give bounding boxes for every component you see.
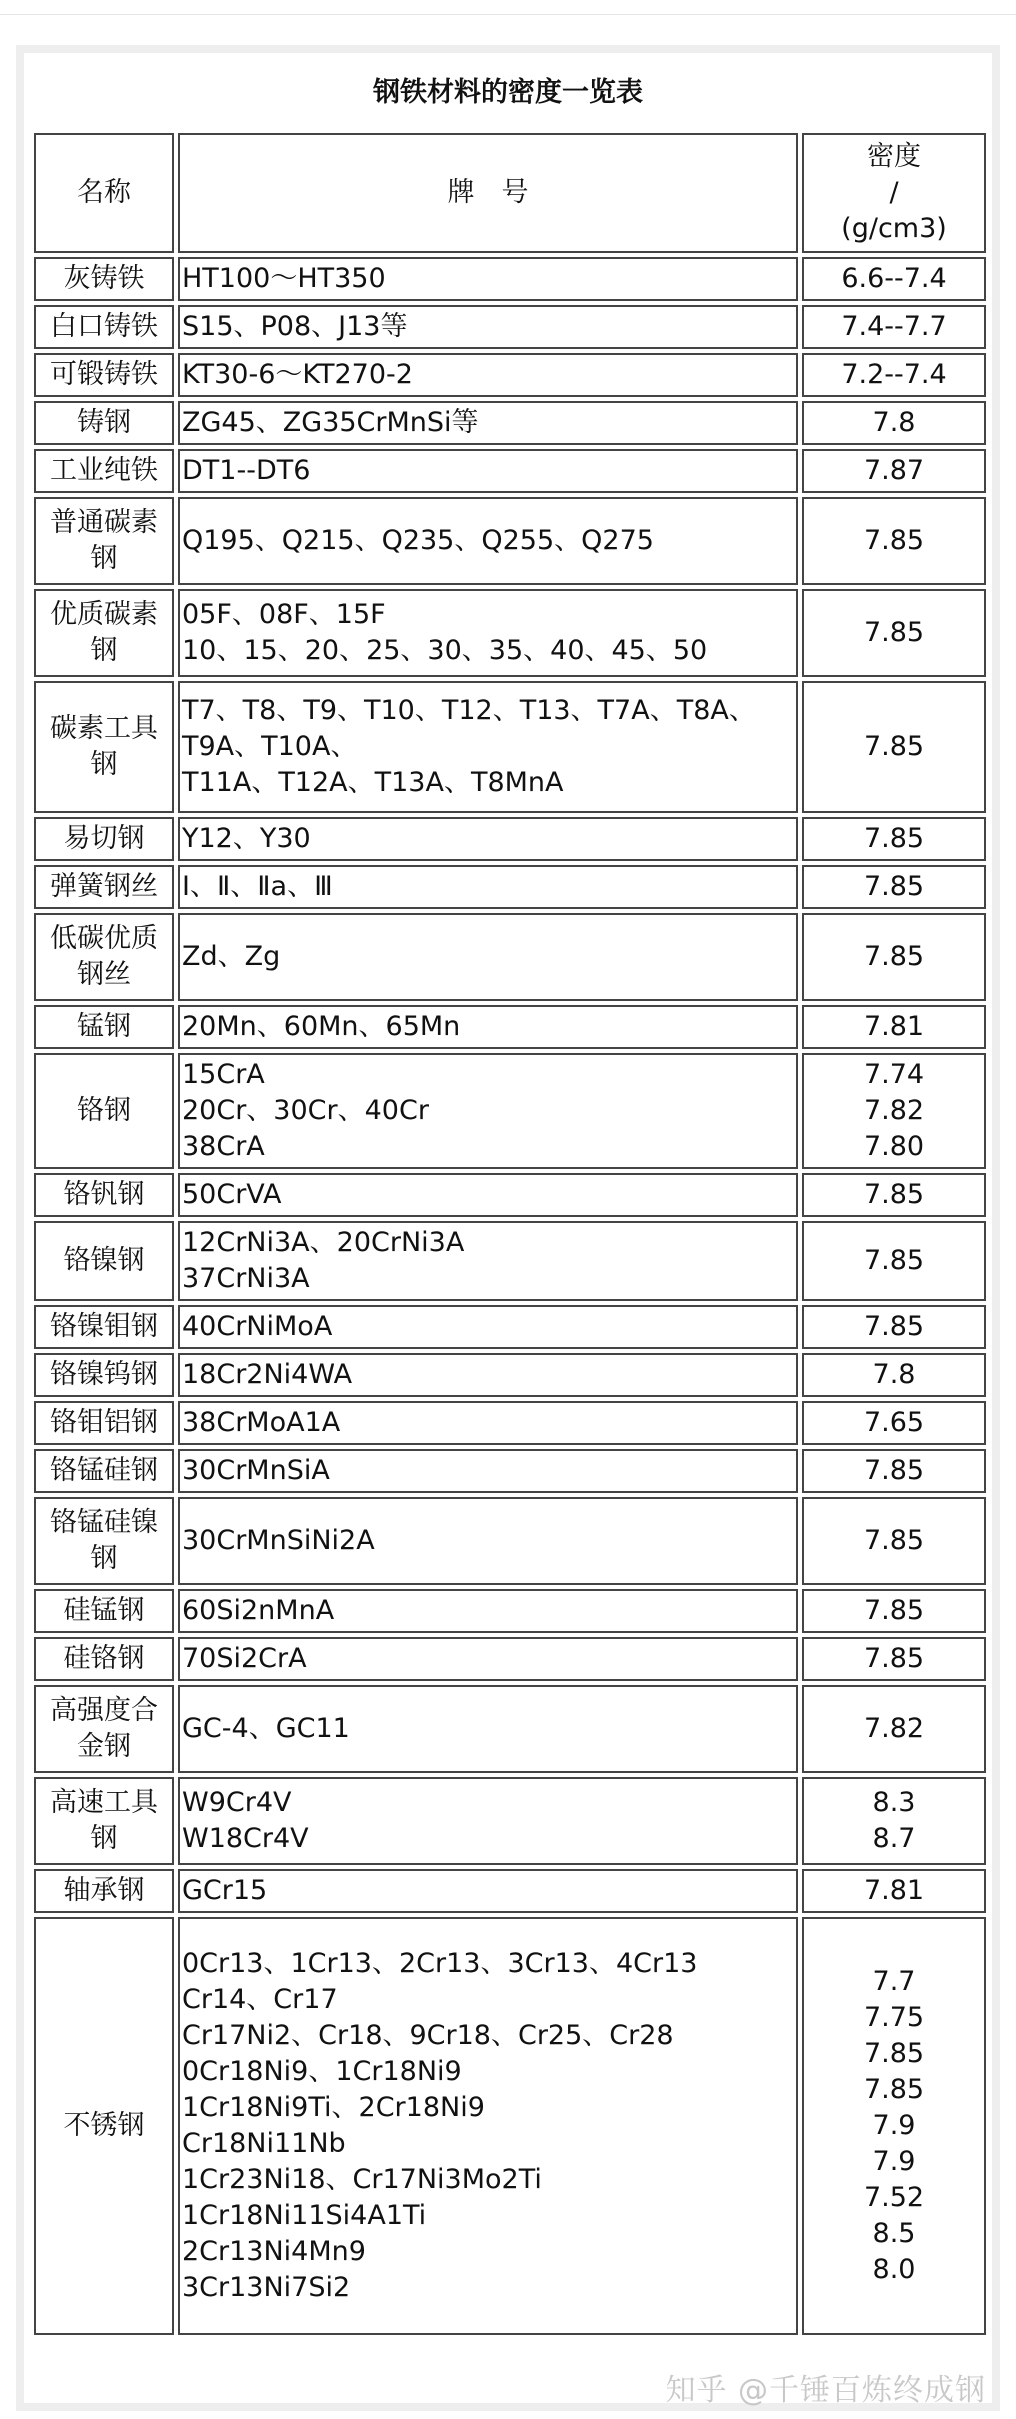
material-density-cell — [802, 305, 986, 349]
material-name-cell — [34, 353, 174, 397]
table-frame — [16, 45, 1000, 2411]
table-row — [34, 913, 986, 1001]
material-density-cell — [802, 1637, 986, 1681]
material-grade: 37CrNi3A — [182, 1263, 310, 1294]
material-name-cell — [34, 257, 174, 301]
material-density: 7.74 — [863, 1059, 925, 1090]
material-grade-cell — [178, 449, 798, 493]
table-row — [34, 1173, 986, 1217]
material-name: 钢 — [90, 543, 118, 574]
material-name: 高强度合 — [50, 1695, 158, 1726]
material-grade-cell — [178, 681, 798, 813]
material-name: 钢 — [90, 1543, 118, 1574]
material-name: 可锻铸铁 — [50, 359, 158, 390]
table-row — [34, 1589, 986, 1633]
material-density-cell — [802, 449, 986, 493]
material-density: 7.8 — [872, 1359, 916, 1390]
material-name: 不锈钢 — [63, 2110, 145, 2141]
material-density: 7.85 — [863, 525, 925, 556]
table-row — [34, 497, 986, 585]
material-grade: S15、P08、J13等 — [182, 311, 408, 342]
material-name-cell — [34, 1497, 174, 1585]
table-row — [34, 1777, 986, 1865]
material-name-cell — [34, 913, 174, 1001]
material-name: 金钢 — [77, 1731, 131, 1762]
material-density-cell — [802, 1401, 986, 1445]
material-density: 7.85 — [863, 1455, 925, 1486]
material-name: 硅铬钢 — [63, 1643, 145, 1674]
material-name-cell — [34, 497, 174, 585]
material-density-cell — [802, 1221, 986, 1301]
material-density: 7.85 — [863, 1595, 925, 1626]
material-grade-cell — [178, 305, 798, 349]
material-name-cell — [34, 1917, 174, 2335]
material-name-cell — [34, 449, 174, 493]
material-grade: 05F、08F、15F — [182, 599, 386, 630]
material-name: 白口铸铁 — [50, 311, 158, 342]
header-density-line: 密度 — [867, 141, 921, 172]
table-row — [34, 1449, 986, 1493]
material-grade: 18Cr2Ni4WA — [182, 1359, 353, 1390]
table-row — [34, 1685, 986, 1773]
material-density: 7.85 — [863, 617, 925, 648]
material-grade: 20Cr、30Cr、40Cr — [182, 1095, 429, 1126]
material-grade: 0Cr13、1Cr13、2Cr13、3Cr13、4Cr13 — [182, 1948, 698, 1979]
material-density: 7.85 — [863, 731, 925, 762]
material-name: 硅锰钢 — [63, 1595, 145, 1626]
table-container — [24, 53, 992, 2403]
table-title: 钢铁材料的密度一览表 — [373, 76, 643, 108]
material-grade: HT100～HT350 — [182, 263, 386, 294]
material-name-cell — [34, 305, 174, 349]
material-density: 7.75 — [863, 2002, 925, 2033]
material-grade: 1Cr23Ni18、Cr17Ni3Mo2Ti — [182, 2164, 542, 2195]
material-grade: 50CrVA — [182, 1179, 282, 1210]
material-density: 7.2--7.4 — [841, 359, 947, 390]
material-grade: GC-4、GC11 — [182, 1713, 350, 1744]
header-name: 名称 — [34, 133, 174, 253]
material-density: 8.0 — [872, 2254, 916, 2285]
header-density — [802, 133, 986, 253]
material-grade-cell — [178, 1173, 798, 1217]
material-density-cell — [802, 401, 986, 445]
table-row — [34, 1005, 986, 1049]
material-grade-cell — [178, 1589, 798, 1633]
material-grade-cell — [178, 257, 798, 301]
material-grade: Cr17Ni2、Cr18、9Cr18、Cr25、Cr28 — [182, 2020, 674, 2051]
table-row — [34, 1053, 986, 1169]
material-name-cell — [34, 1221, 174, 1301]
material-name: 易切钢 — [63, 823, 145, 854]
material-name: 钢丝 — [77, 959, 131, 990]
table-row — [34, 353, 986, 397]
material-name-cell — [34, 1777, 174, 1865]
material-grade-cell — [178, 1353, 798, 1397]
material-name-cell — [34, 1005, 174, 1049]
material-density-cell — [802, 1497, 986, 1585]
material-name: 钢 — [90, 635, 118, 666]
material-density: 7.80 — [863, 1131, 925, 1162]
table-row — [34, 865, 986, 909]
material-name: 钢 — [90, 749, 118, 780]
material-grade: 38CrA — [182, 1131, 265, 1162]
table-row — [34, 257, 986, 301]
material-density: 7.7 — [872, 1966, 916, 1997]
material-density: 7.85 — [863, 1179, 925, 1210]
material-name: 铬钢 — [77, 1095, 131, 1126]
material-density-cell — [802, 1869, 986, 1913]
material-grade: GCr15 — [182, 1875, 268, 1906]
material-name-cell — [34, 1053, 174, 1169]
material-density: 7.85 — [863, 941, 925, 972]
material-name: 铬锰硅镍 — [50, 1507, 158, 1538]
material-name: 轴承钢 — [63, 1875, 145, 1906]
material-grade: Zd、Zg — [182, 941, 281, 972]
material-name: 铬镍钢 — [63, 1245, 145, 1276]
material-density-cell — [802, 1053, 986, 1169]
material-name: 普通碳素 — [50, 507, 158, 538]
table-row — [34, 449, 986, 493]
material-density: 7.9 — [872, 2146, 916, 2177]
material-density-cell — [802, 497, 986, 585]
material-grade-cell — [178, 1917, 798, 2335]
material-name: 低碳优质 — [50, 923, 158, 954]
material-grade: Cr14、Cr17 — [182, 1984, 338, 2015]
material-density: 7.85 — [863, 2074, 925, 2105]
material-grade: 20Mn、60Mn、65Mn — [182, 1011, 461, 1042]
material-density: 7.85 — [863, 1311, 925, 1342]
material-name: 铸钢 — [77, 407, 131, 438]
material-name-cell — [34, 1869, 174, 1913]
material-density: 8.5 — [872, 2218, 916, 2249]
material-grade-cell — [178, 1497, 798, 1585]
material-density-cell — [802, 913, 986, 1001]
table-row — [34, 1497, 986, 1585]
material-name-cell — [34, 1173, 174, 1217]
material-density: 7.81 — [863, 1875, 925, 1906]
material-grade: 40CrNiMoA — [182, 1311, 333, 1342]
material-density-cell — [802, 681, 986, 813]
material-grade-cell — [178, 1637, 798, 1681]
material-name: 优质碳素 — [50, 599, 158, 630]
material-grade-cell — [178, 1449, 798, 1493]
material-name: 碳素工具 — [50, 713, 158, 744]
material-grade: Y12、Y30 — [182, 823, 311, 854]
material-density: 7.4--7.7 — [841, 311, 947, 342]
material-grade-cell — [178, 1685, 798, 1773]
material-grade-cell — [178, 913, 798, 1001]
material-name-cell — [34, 1637, 174, 1681]
material-density: 7.8 — [872, 407, 916, 438]
material-grade-cell — [178, 1401, 798, 1445]
material-grade: 1Cr18Ni11Si4A1Ti — [182, 2200, 427, 2231]
table-row — [34, 1401, 986, 1445]
material-grade: W18Cr4V — [182, 1823, 309, 1854]
material-grade-cell — [178, 401, 798, 445]
material-grade: T9A、T10A、 — [182, 731, 358, 762]
material-grade: 3Cr13Ni7Si2 — [182, 2272, 351, 2303]
density-table — [30, 129, 990, 2339]
material-density-cell — [802, 817, 986, 861]
material-grade: 30CrMnSiNi2A — [182, 1525, 375, 1556]
header-density-line: / — [889, 177, 899, 208]
table-row — [34, 1221, 986, 1301]
material-grade: 0Cr18Ni9、1Cr18Ni9 — [182, 2056, 462, 2087]
material-name-cell — [34, 589, 174, 677]
material-name: 工业纯铁 — [50, 455, 158, 486]
material-grade: Cr18Ni11Nb — [182, 2128, 346, 2159]
material-density: 7.52 — [863, 2182, 925, 2213]
material-name-cell — [34, 1305, 174, 1349]
material-name-cell — [34, 401, 174, 445]
material-density: 7.85 — [863, 1525, 925, 1556]
material-density-cell — [802, 1777, 986, 1865]
material-density-cell — [802, 353, 986, 397]
material-grade: Ⅰ、Ⅱ、Ⅱa、Ⅲ — [182, 871, 333, 902]
material-density-cell — [802, 1449, 986, 1493]
material-density: 7.87 — [863, 455, 925, 486]
material-grade: 30CrMnSiA — [182, 1455, 330, 1486]
material-density-cell — [802, 1005, 986, 1049]
material-density-cell — [802, 1917, 986, 2335]
material-name: 灰铸铁 — [63, 263, 145, 294]
table-row — [34, 1637, 986, 1681]
header-grade: 牌 号 — [178, 133, 798, 253]
material-density: 7.85 — [863, 2038, 925, 2069]
material-grade-cell — [178, 589, 798, 677]
material-grade: 10、15、20、25、30、35、40、45、50 — [182, 635, 708, 666]
material-grade-cell — [178, 1869, 798, 1913]
material-density-cell — [802, 589, 986, 677]
material-density-cell — [802, 1305, 986, 1349]
material-density: 7.85 — [863, 1643, 925, 1674]
material-grade: T7、T8、T9、T10、T12、T13、T7A、T8A、 — [182, 695, 756, 726]
material-name-cell — [34, 1589, 174, 1633]
material-grade: 60Si2nMnA — [182, 1595, 335, 1626]
material-density-cell — [802, 257, 986, 301]
header-density-line: (g/cm3) — [841, 213, 947, 244]
material-name: 弹簧钢丝 — [50, 871, 158, 902]
material-name: 高速工具 — [50, 1787, 158, 1818]
material-grade: Q195、Q215、Q235、Q255、Q275 — [182, 525, 654, 556]
material-density: 7.85 — [863, 823, 925, 854]
material-grade-cell — [178, 1221, 798, 1301]
material-density-cell — [802, 1589, 986, 1633]
material-grade: 12CrNi3A、20CrNi3A — [182, 1227, 465, 1258]
material-grade-cell — [178, 1005, 798, 1049]
material-grade-cell — [178, 1053, 798, 1169]
material-grade: 15CrA — [182, 1059, 265, 1090]
material-grade: 70Si2CrA — [182, 1643, 307, 1674]
material-grade-cell — [178, 353, 798, 397]
material-density: 7.9 — [872, 2110, 916, 2141]
table-row — [34, 1305, 986, 1349]
table-row — [34, 589, 986, 677]
material-density: 8.3 — [872, 1787, 916, 1818]
header-row — [34, 133, 986, 253]
material-grade-cell — [178, 817, 798, 861]
table-row — [34, 1917, 986, 2335]
top-divider — [0, 14, 1016, 15]
material-grade-cell — [178, 1305, 798, 1349]
material-name: 铬镍钼钢 — [50, 1311, 158, 1342]
material-density: 7.82 — [863, 1713, 925, 1744]
table-row — [34, 681, 986, 813]
material-density: 7.85 — [863, 871, 925, 902]
material-name-cell — [34, 817, 174, 861]
table-row — [34, 1353, 986, 1397]
material-grade-cell — [178, 497, 798, 585]
material-grade: W9Cr4V — [182, 1787, 292, 1818]
material-density-cell — [802, 1685, 986, 1773]
material-name: 铬镍钨钢 — [50, 1359, 158, 1390]
material-grade: DT1--DT6 — [182, 455, 311, 486]
material-grade: 1Cr18Ni9Ti、2Cr18Ni9 — [182, 2092, 485, 2123]
watermark: 知乎 @千锤百炼终成钢 — [665, 2373, 986, 2408]
material-name: 铬钼铝钢 — [50, 1407, 158, 1438]
material-density: 7.85 — [863, 1245, 925, 1276]
material-density: 8.7 — [872, 1823, 916, 1854]
material-name-cell — [34, 1449, 174, 1493]
material-grade: T11A、T12A、T13A、T8MnA — [182, 767, 564, 798]
material-name-cell — [34, 1353, 174, 1397]
material-grade: 38CrMoA1A — [182, 1407, 341, 1438]
material-grade: 2Cr13Ni4Mn9 — [182, 2236, 366, 2267]
material-name-cell — [34, 865, 174, 909]
material-name-cell — [34, 1401, 174, 1445]
material-grade: KT30-6～KT270-2 — [182, 359, 413, 390]
material-name: 锰钢 — [77, 1011, 131, 1042]
material-name-cell — [34, 681, 174, 813]
material-grade-cell — [178, 1777, 798, 1865]
material-density-cell — [802, 865, 986, 909]
table-row — [34, 1869, 986, 1913]
material-density: 7.65 — [863, 1407, 925, 1438]
material-name: 钢 — [90, 1823, 118, 1854]
material-density-cell — [802, 1173, 986, 1217]
material-density: 7.82 — [863, 1095, 925, 1126]
table-row — [34, 305, 986, 349]
material-grade-cell — [178, 865, 798, 909]
material-name: 铬钒钢 — [63, 1179, 145, 1210]
table-row — [34, 401, 986, 445]
material-density: 6.6--7.4 — [841, 263, 947, 294]
material-grade: ZG45、ZG35CrMnSi等 — [182, 407, 479, 438]
material-density-cell — [802, 1353, 986, 1397]
material-name-cell — [34, 1685, 174, 1773]
material-name: 铬锰硅钢 — [50, 1455, 158, 1486]
table-row — [34, 817, 986, 861]
material-density: 7.81 — [863, 1011, 925, 1042]
